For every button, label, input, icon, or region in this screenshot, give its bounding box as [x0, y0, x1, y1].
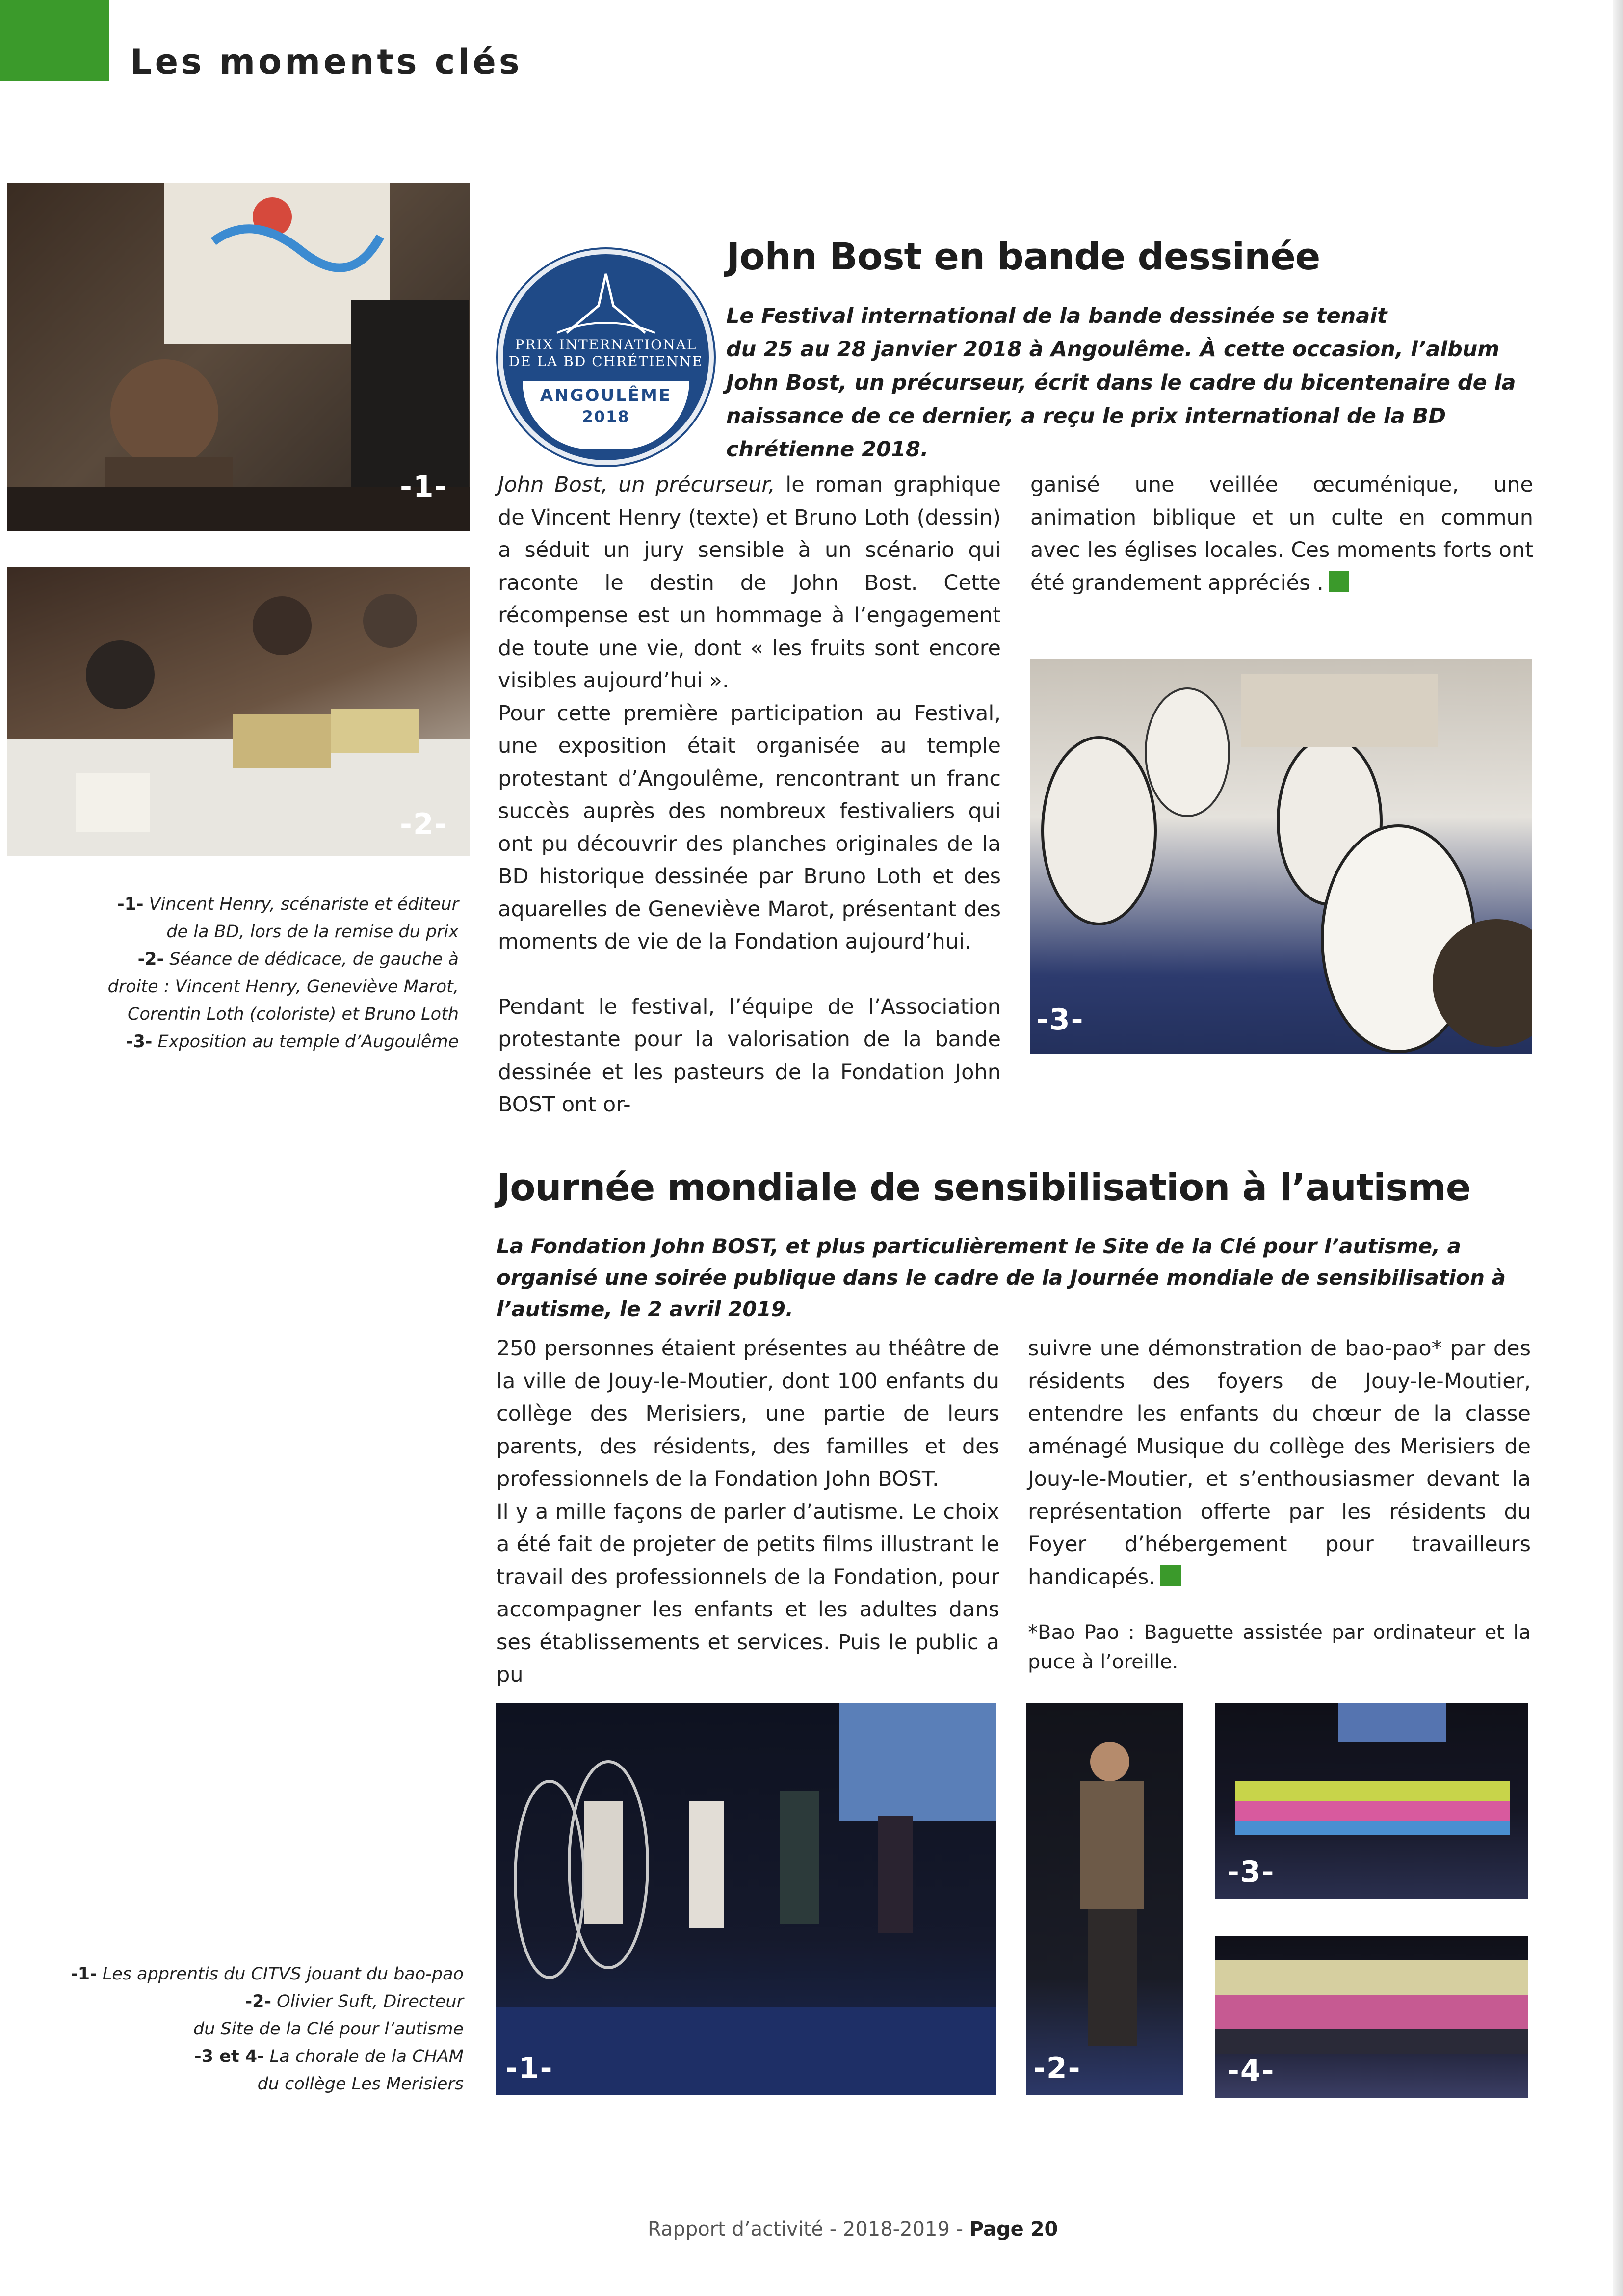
page-edge-shadow — [1613, 0, 1623, 2296]
end-square-icon — [1160, 1565, 1181, 1586]
section1-paragraph-3: Pendant le festival, l’équipe de l’Association protestante pour la valorisation de la bande dessinée et les pasteurs de la Fondation John BOST ont or- — [498, 994, 1001, 1117]
photo-label-4: -4- — [1227, 2054, 1275, 2088]
caption-line: du Site de la Clé pour l’autisme — [193, 2019, 464, 2039]
end-square-icon — [1329, 571, 1349, 592]
photo-label-1: -1- — [400, 470, 448, 504]
caption-line: du collège Les Merisiers — [257, 2074, 464, 2094]
photo-label-3: -3- — [1227, 1855, 1275, 1889]
section2-title: Journée mondiale de sensibilisation à l’autisme — [497, 1165, 1471, 1209]
section1-captions — [29, 891, 459, 1056]
caption-line: -2- Olivier Suft, Directeur — [245, 1992, 464, 2011]
photo-label-3: -3- — [1036, 1003, 1084, 1037]
caption-line: de la BD, lors de la remise du prix — [166, 922, 459, 942]
page-number: Page 20 — [969, 2218, 1058, 2241]
badge-year: 2018 — [582, 407, 630, 426]
section2-lead: La Fondation John BOST, et plus particulièrement le Site de la Clé pour l’autisme, a organisé une soirée publique dans le cadre de la Journée mondiale de sensibilisation à l’autisme, le 2 avril 2019. — [497, 1234, 1506, 1321]
photo-choir-1 — [1215, 1703, 1528, 1899]
photo-label-2: -2- — [1033, 2051, 1081, 2085]
photo-choir-2 — [1215, 1936, 1528, 2098]
photo-award-ceremony — [7, 183, 470, 531]
caption-line: -1- Vincent Henry, scénariste et éditeur — [117, 895, 459, 914]
header-accent-block — [0, 0, 109, 81]
section2-column-2 — [1028, 1332, 1531, 1677]
caption-line: Corentin Loth (coloriste) et Bruno Loth — [128, 1004, 459, 1024]
section1-paragraph-1: John Bost, un précurseur, le roman graphique de Vincent Henry (texte) et Bruno Loth (dessin) a séduit un jury sensible à un scénario qui raconte le destin de John Bost. Cette récompense est un hommage à l’engagement de toute une vie, dont « les fruits sont encore visibles aujourd’hui ». — [498, 473, 1001, 693]
section1-paragraph-4: ganisé une veillée œcuménique, une animation biblique et un culte en commun avec les églises locales. Ces moments forts ont été grandement appréciés . — [1030, 473, 1533, 595]
photo-label-2: -2- — [400, 807, 448, 842]
caption-line: -3 et 4- La chorale de la CHAM — [194, 2047, 464, 2066]
section2-footnote: *Bao Pao : Baguette assistée par ordinateur et la puce à l’oreille. — [1028, 1621, 1531, 1673]
section2-paragraph-3: suivre une démonstration de bao-pao* par des résidents des foyers de Jouy-le-Moutier, entendre les enfants du chœur de la classe aménagé Musique du collège des Merisiers de Jouy-le-Moutier, et s’enthousiasmer devant la représentation offerte par les résidents du Foyer d’hébergement pour travailleurs handicapés. — [1028, 1336, 1531, 1589]
photo-director-speech — [1026, 1703, 1183, 2095]
section1-column-1 — [498, 469, 1001, 1121]
section2-paragraph-1: 250 personnes étaient présentes au théâtre de la ville de Jouy-le-Moutier, dont 100 enfants du collège des Merisiers, une partie de leurs parents, des résidents, des familles et des professionnels de la Fondation John BOST. — [497, 1336, 999, 1491]
caption-line: -2- Séance de dédicace, de gauche à — [137, 950, 459, 969]
section2-captions — [29, 1960, 464, 2098]
photo-label-1: -1- — [505, 2051, 553, 2085]
caption-line: -3- Exposition au temple d’Augoulême — [126, 1032, 459, 1052]
caption-line: droite : Vincent Henry, Geneviève Marot, — [107, 977, 459, 997]
prize-badge-logo — [498, 249, 714, 465]
section2-paragraph-2: Il y a mille façons de parler d’autisme. Le choix a été fait de projeter de petits films illustrant le travail des professionnels de la Fondation, pour accompagner les enfants et les adultes dans ses établissements et services. Puis le public a pu — [497, 1499, 999, 1687]
section-header-title: Les moments clés — [130, 42, 523, 82]
section2-column-1 — [497, 1332, 999, 1691]
page-footer: Rapport d’activité - 2018-2019 - Page 20 — [648, 2218, 1058, 2241]
section1-title: John Bost en bande dessinée — [726, 235, 1320, 278]
section1-column-2 — [1030, 469, 1533, 599]
badge-text: PRIX INTERNATIONAL DE LA BD CHRÉTIENNE — [508, 337, 704, 369]
section1-paragraph-2: Pour cette première participation au Festival, une exposition était organisée au temple protestant d’Angoulême, rencontrant un franc succès auprès des nombreux festivaliers qui ont pu découvrir des planches originales de la BD historique dessinée par Bruno Loth et des aquarelles de Geneviève Marot, présentant des moments de vie de la Fondation aujourd’hui. — [498, 701, 1001, 954]
photo-exhibition-temple — [1030, 659, 1532, 1054]
photo-bao-pao-performance — [496, 1703, 996, 2095]
section1-lead: Le Festival international de la bande dessinée se tenait du 25 au 28 janvier 2018 à Angoulême. À cette occasion, l’album John Bost, un précurseur, écrit dans le cadre du bicentenaire de la naissance de ce dernier, a reçu le prix international de la BD chrétienne 2018. — [726, 304, 1516, 462]
photo-signing-session — [7, 567, 470, 856]
caption-line: -1- Les apprentis du CITVS jouant du bao-pao — [71, 1964, 464, 1984]
badge-city: ANGOULÊME — [540, 386, 672, 405]
